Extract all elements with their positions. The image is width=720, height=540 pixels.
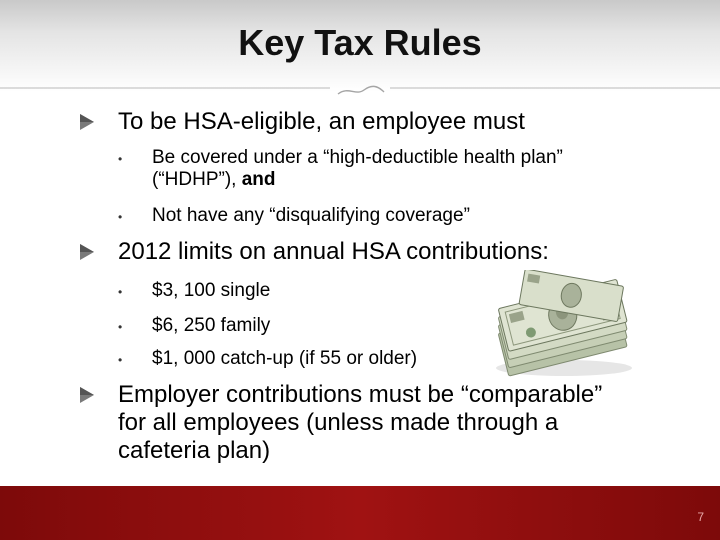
sub-bullet-catchup: $1, 000 catch-up (if 55 or older)	[152, 348, 418, 369]
sub-bullet-hdhp-line2	[152, 169, 672, 191]
arrow-bullet-icon	[80, 114, 94, 130]
sub-bullet-single: $3, 100 single	[152, 280, 271, 301]
bullet-employer-contributions	[118, 381, 678, 465]
money-stack-image	[486, 270, 636, 380]
page-number: 7	[697, 510, 704, 524]
arrow-bullet-icon	[80, 244, 94, 260]
employer-line-1: Employer contributions must be “comparable”	[118, 381, 603, 408]
sub-bullet-disqualifying: Not have any “disqualifying coverage”	[152, 205, 470, 226]
hdhp-prefix: (“HDHP”),	[152, 169, 242, 190]
employer-line-3: cafeteria plan)	[118, 437, 271, 464]
sub-bullet-dot: •	[118, 320, 123, 334]
sub-bullet-dot: •	[118, 285, 123, 299]
hdhp-and: and	[241, 169, 276, 190]
sub-bullet-dot: •	[118, 353, 123, 367]
arrow-bullet-icon	[80, 387, 94, 403]
bullet-limits: 2012 limits on annual HSA contributions:	[118, 238, 549, 265]
ornament-divider	[0, 84, 720, 100]
sub-bullet-dot: •	[118, 210, 123, 224]
bullet-eligibility: To be HSA-eligible, an employee must	[118, 108, 525, 135]
employer-line-2: for all employees (unless made through a	[118, 409, 559, 436]
sub-bullet-dot: •	[118, 152, 123, 166]
sub-bullet-hdhp	[152, 147, 672, 191]
footer-band	[0, 486, 720, 540]
sub-bullet-hdhp-line1: Be covered under a “high-deductible health plan”	[152, 147, 563, 168]
slide-title: Key Tax Rules	[238, 22, 482, 63]
sub-bullet-family: $6, 250 family	[152, 315, 271, 336]
